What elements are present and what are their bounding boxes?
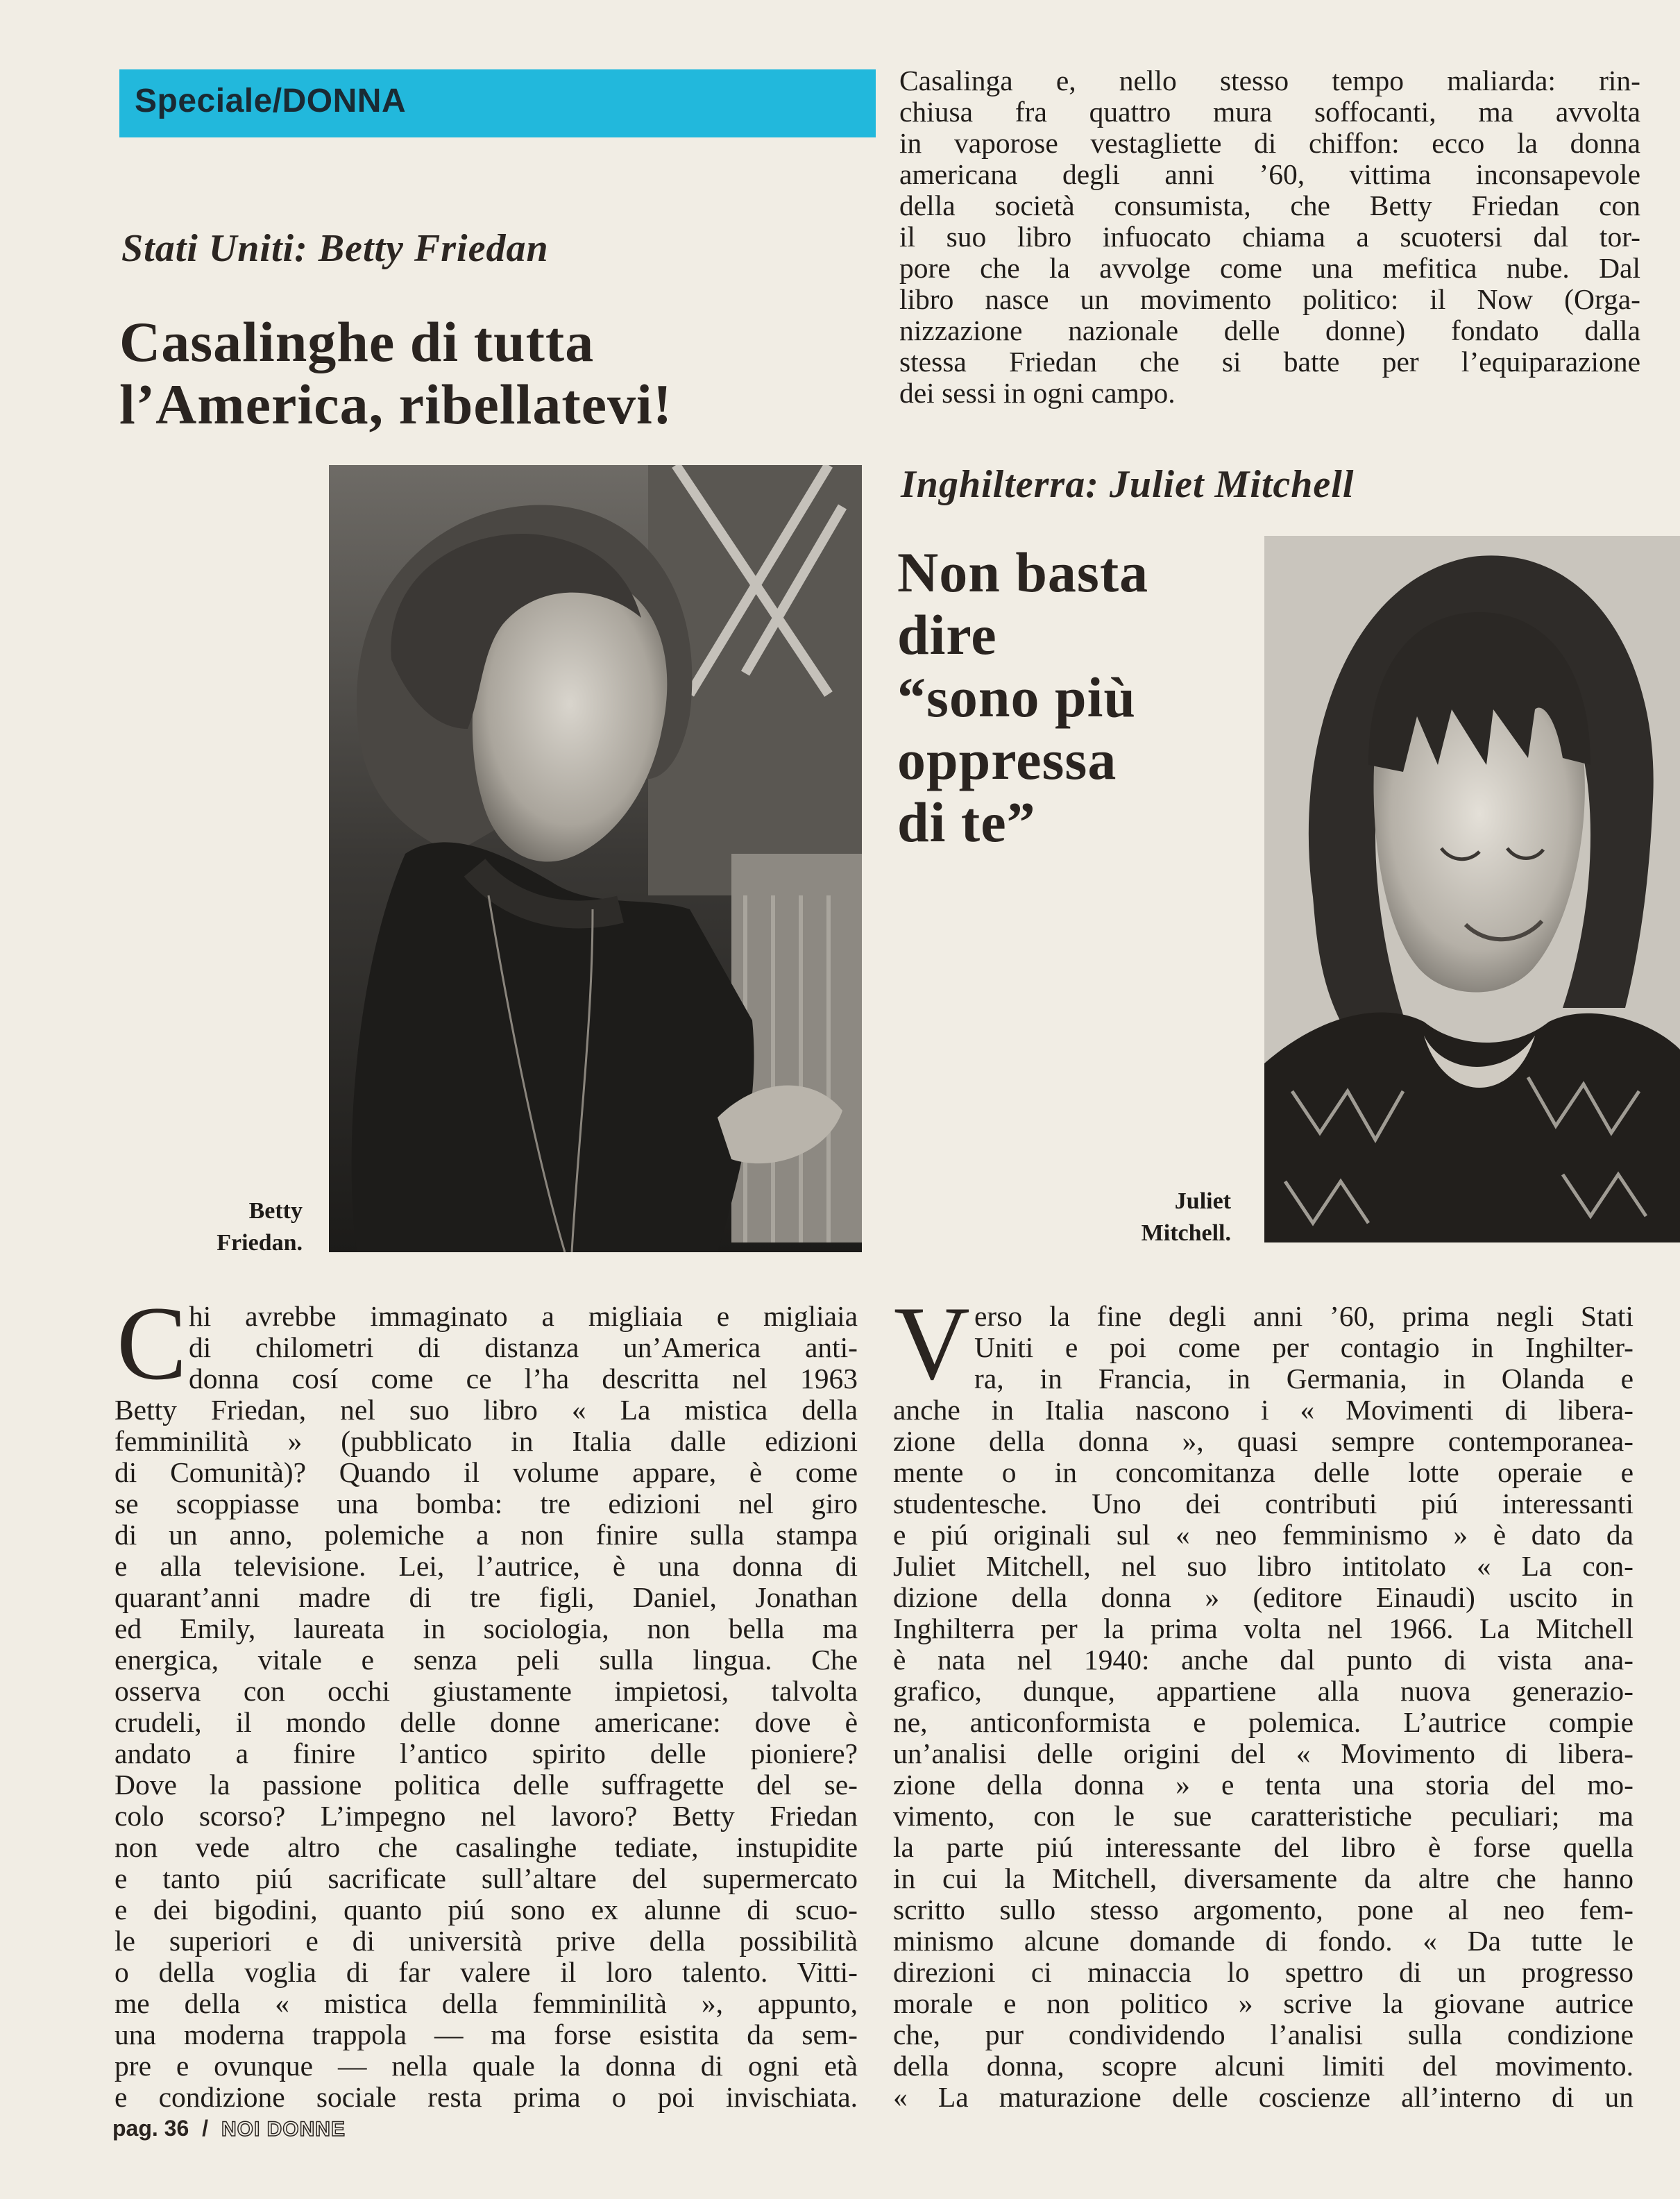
left-kicker: Stati Uniti: Betty Friedan: [121, 227, 549, 270]
caption-line: Mitchell.: [1141, 1220, 1231, 1246]
intro-line: libro nasce un movimento politico: il Now (Orga-: [899, 284, 1640, 315]
body-line: ed Emily, laureata in sociologia, non bella ma: [114, 1613, 858, 1644]
body-line: andato a finire l’antico spirito delle pioniere?: [114, 1738, 858, 1769]
body-line: osserva con occhi giustamente impietosi, talvolta: [114, 1676, 858, 1707]
body-line: della donna, scopre alcuni limiti del movimento.: [893, 2050, 1634, 2082]
body-line: le superiori e di università prive della possibilità: [114, 1926, 858, 1957]
right-headline-line: dire: [897, 603, 997, 666]
body-line: mente o in concomitanza delle lotte operaie e: [893, 1457, 1634, 1488]
body-line: morale e non politico » scrive la giovane autrice: [893, 1988, 1634, 2019]
body-line: se scoppiasse una bomba: tre edizioni nel giro: [114, 1488, 858, 1519]
body-line: di Comunità)? Quando il volume appare, è come: [114, 1457, 858, 1488]
body-line: un’analisi delle origini del « Movimento di libera-: [893, 1738, 1634, 1769]
body-line: vimento, con le sue caratteristiche peculiari; ma: [893, 1801, 1634, 1832]
betty-friedan-photo: [329, 465, 862, 1252]
left-body: [114, 1395, 858, 2113]
body-line: pre e ovunque — nella quale la donna di ogni età: [114, 2050, 858, 2082]
section-label: Speciale/DONNA: [135, 83, 407, 119]
body-line: che, pur condividendo l’analisi sulla condizione: [893, 2019, 1634, 2050]
left-body-first-lines: [189, 1301, 858, 1395]
body-line: Juliet Mitchell, nel suo libro intitolato « La con-: [893, 1551, 1634, 1582]
body-line: zione della donna », quasi sempre contemporanea-: [893, 1426, 1634, 1457]
right-headline-line: Non basta: [897, 541, 1149, 604]
body-line: me della « mistica della femminilità », appunto,: [114, 1988, 858, 2019]
body-line: donna cosí come ce l’ha descritta nel 1963: [189, 1363, 858, 1395]
body-line: ne, anticonformista e polemica. L’autrice compie: [893, 1707, 1634, 1738]
body-line: Dove la passione politica delle suffragette del se-: [114, 1769, 858, 1801]
body-line: crudeli, il mondo delle donne americane: dove è: [114, 1707, 858, 1738]
body-line: Uniti e poi come per contagio in Inghilter-: [974, 1332, 1634, 1363]
betty-friedan-caption: [167, 1195, 303, 1259]
right-body-first-lines: [974, 1301, 1634, 1395]
right-headline-line: di te”: [897, 791, 1036, 854]
body-line: studentesche. Uno dei contributi piú interessanti: [893, 1488, 1634, 1519]
body-line: zione della donna » e tenta una storia del mo-: [893, 1769, 1634, 1801]
dropcap-c: C: [117, 1285, 187, 1401]
left-headline-line: Casalinghe di tutta: [119, 310, 595, 373]
page-number: [112, 2116, 346, 2141]
body-line: non vede altro che casalinghe tediate, instupidite: [114, 1832, 858, 1863]
body-line: quarant’anni madre di tre figli, Daniel, Jonathan: [114, 1582, 858, 1613]
body-line: « La maturazione delle coscienze all’interno di un: [893, 2082, 1634, 2113]
body-line: la parte piú interessante del libro è forse quella: [893, 1832, 1634, 1863]
intro-line: nizzazione nazionale delle donne) fondato dalla: [899, 315, 1640, 346]
right-body: [893, 1395, 1634, 2113]
body-line: Inghilterra per la prima volta nel 1966. La Mitchell: [893, 1613, 1634, 1644]
body-line: e dei bigodini, quanto piú sono ex alunne di scuo-: [114, 1894, 858, 1926]
body-line: e alla televisione. Lei, l’autrice, è una donna di: [114, 1551, 858, 1582]
body-line: ra, in Francia, in Germania, in Olanda e: [974, 1363, 1634, 1395]
intro-line: Casalinga e, nello stesso tempo maliarda: rin-: [899, 65, 1640, 96]
intro-line: pore che la avvolge come una mefitica nube. Dal: [899, 253, 1640, 284]
right-kicker: Inghilterra: Juliet Mitchell: [901, 463, 1355, 506]
intro-line: chiusa fra quattro mura soffocanti, ma avvolta: [899, 96, 1640, 128]
body-line: di un anno, polemiche a non finire sulla stampa: [114, 1519, 858, 1551]
noi-donne-logo: NOI DONNE: [221, 2118, 346, 2141]
right-headline-line: “sono più: [897, 666, 1137, 729]
body-line: grafico, dunque, appartiene alla nuova generazio-: [893, 1676, 1634, 1707]
intro-line: dei sessi in ogni campo.: [899, 378, 1176, 409]
juliet-mitchell-caption: [1092, 1186, 1231, 1249]
caption-line: Betty: [248, 1198, 303, 1224]
body-line: minismo alcune domande di fondo. « Da tutte le: [893, 1926, 1634, 1957]
body-line: direzioni ci minaccia lo spettro di un progresso: [893, 1957, 1634, 1988]
intro-line: in vaporose vestagliette di chiffon: ecco la donna: [899, 128, 1640, 159]
right-intro: [899, 65, 1640, 409]
right-headline: [897, 541, 1148, 854]
left-headline: [119, 311, 672, 436]
right-headline-line: oppressa: [897, 728, 1117, 791]
intro-line: il suo libro infuocato chiama a scuotersi dal tor-: [899, 221, 1640, 253]
body-line: anche in Italia nascono i « Movimenti di libera-: [893, 1395, 1634, 1426]
body-line: in cui la Mitchell, diversamente da altre che hanno: [893, 1863, 1634, 1894]
body-line: dizione della donna » (editore Einaudi) uscito in: [893, 1582, 1634, 1613]
section-banner: [119, 69, 876, 137]
body-line: femminilità » (pubblicato in Italia dalle edizioni: [114, 1426, 858, 1457]
body-line: erso la fine degli anni ’60, prima negli Stati: [974, 1301, 1634, 1332]
body-line: una moderna trappola — ma forse esistita da sem-: [114, 2019, 858, 2050]
body-line: è nata nel 1940: anche dal punto di vista ana-: [893, 1644, 1634, 1676]
body-line: colo scorso? L’impegno nel lavoro? Betty Friedan: [114, 1801, 858, 1832]
body-line: e piú originali sul « neo femminismo » è dato da: [893, 1519, 1634, 1551]
body-line: energica, vitale e senza peli sulla lingua. Che: [114, 1644, 858, 1676]
caption-line: Friedan.: [217, 1230, 303, 1256]
body-line: Betty Friedan, nel suo libro « La mistica della: [114, 1395, 858, 1426]
left-headline-line: l’America, ribellatevi!: [119, 373, 673, 436]
juliet-mitchell-photo: [1264, 536, 1680, 1242]
body-line: o della voglia di far valere il loro talento. Vitti-: [114, 1957, 858, 1988]
body-line: scritto sullo stesso argomento, pone al neo fem-: [893, 1894, 1634, 1926]
caption-line: Juliet: [1174, 1188, 1231, 1214]
body-line: e condizione sociale resta prima o poi invischiata.: [114, 2082, 858, 2113]
intro-line: della società consumista, che Betty Friedan con: [899, 190, 1640, 221]
dropcap-v: V: [894, 1285, 970, 1401]
intro-line: americana degli anni ’60, vittima inconsapevole: [899, 159, 1640, 190]
body-line: e tanto piú sacrificate sull’altare del supermercato: [114, 1863, 858, 1894]
footer-separator: /: [202, 2116, 209, 2141]
intro-line: stessa Friedan che si batte per l’equiparazione: [899, 346, 1640, 378]
page-label: pag. 36: [112, 2116, 189, 2141]
body-line: di chilometri di distanza un’America anti-: [189, 1332, 858, 1363]
body-line: hi avrebbe immaginato a migliaia e migliaia: [189, 1301, 858, 1332]
